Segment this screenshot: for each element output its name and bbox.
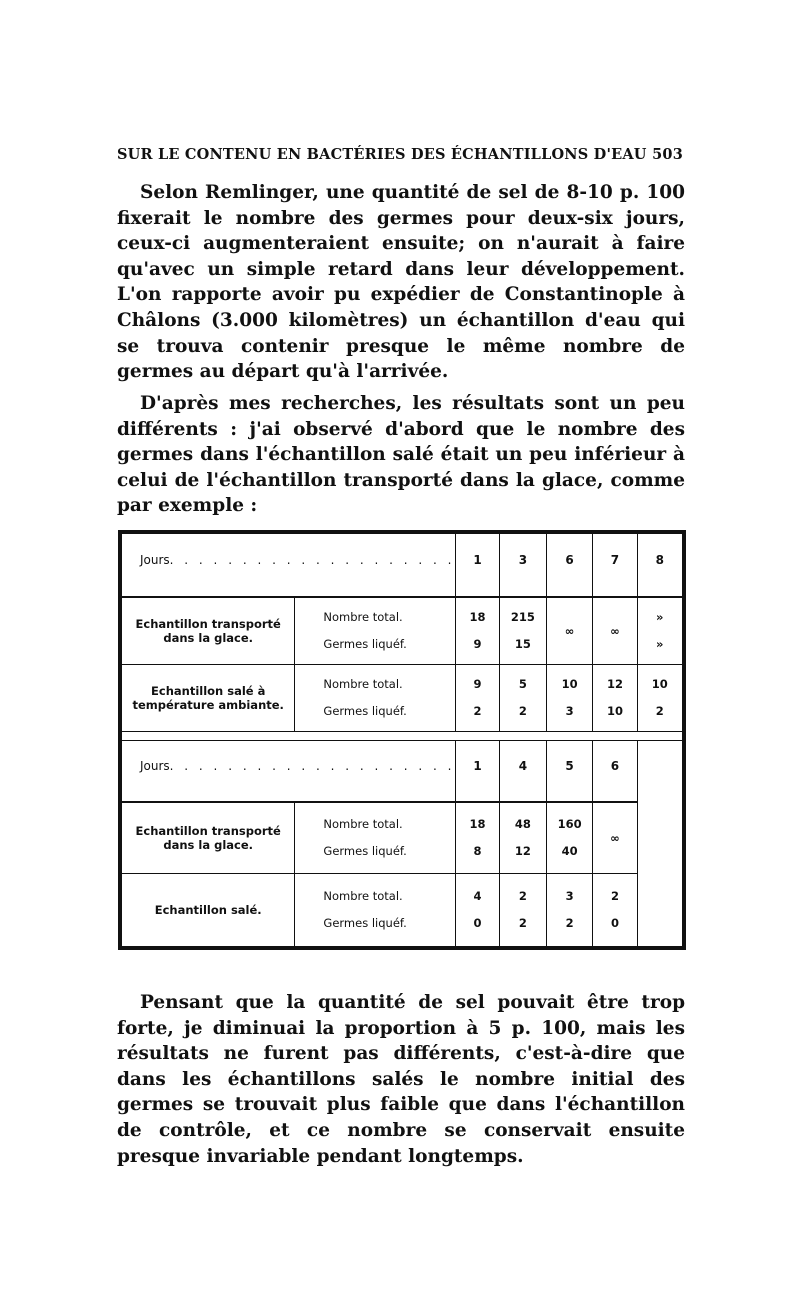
cell: 48 [514,817,531,831]
sub-nombre-total: Nombre total. [323,889,403,903]
cell: 2 [518,916,527,930]
row-label: Echantillon salé. [154,903,262,917]
cell: 2 [518,889,527,903]
cell: 10 [561,677,578,691]
table2-day-3: 5 [546,741,593,792]
cell: 40 [561,844,578,858]
cell-ditto: » [656,610,664,624]
cell: 2 [518,704,527,718]
cell: 2 [473,704,482,718]
table1-day-4: 7 [593,532,637,586]
cell: 18 [469,817,486,831]
cell: 10 [651,677,668,691]
cell: 2 [610,889,619,903]
cell-infinity: ∞ [593,802,637,874]
row-label-line1: Echantillon salé à [151,684,266,698]
sub-nombre-total: Nombre total. [323,610,403,624]
sub-germes-liquef: Germes liquéf. [323,916,407,930]
table1-day-2: 3 [500,532,547,586]
cell: 0 [473,916,482,930]
cell-ditto: » [656,637,664,651]
cell: 4 [473,889,482,903]
table1-day-5: 8 [637,532,684,586]
cell: 160 [557,817,582,831]
table2-row-glace [120,802,684,874]
cell: 5 [518,677,527,691]
cell: 15 [514,637,531,651]
sub-germes-liquef: Germes liquéf. [323,637,407,651]
table1-row-glace [120,597,684,665]
cell: 8 [473,844,482,858]
cell: 12 [606,677,623,691]
cell: 2 [655,704,664,718]
sub-nombre-total: Nombre total. [323,817,403,831]
table1-day-3: 6 [546,532,593,586]
cell: 3 [565,704,574,718]
cell: 12 [514,844,531,858]
row-label-line2: température ambiante. [132,698,284,712]
paragraph-pensant: Pensant que la quantité de sel pouvait être trop forte, je diminuai la proportion à 5 p. 100, mais les résultats ne furent pas différents, c'est-à-dire que dans les échantillons salés le nombre initial des germes se trouvait plus faible que dans l'échantillon de contrôle, et ce nombre se conservait ensuite presque invariable pendant longtemps. [117,992,685,1167]
running-head-title: SUR LE CONTENU EN BACTÉRIES DES ÉCHANTILLONS D'EAU [117,146,647,163]
table1-jours-label: Jours [140,553,170,567]
cell: 2 [565,916,574,930]
cell-infinity: ∞ [593,597,637,665]
sub-germes-liquef: Germes liquéf. [323,844,407,858]
cell: 215 [510,610,535,624]
table2-row-sale [120,874,684,949]
row-label-line1: Echantillon transporté [135,617,281,631]
sub-nombre-total: Nombre total. [323,677,403,691]
sub-germes-liquef: Germes liquéf. [323,704,407,718]
table2-day-1: 1 [455,741,499,792]
cell: 10 [606,704,623,718]
results-table [118,530,686,950]
table2-day-2: 4 [500,741,547,792]
table1-row-sale [120,665,684,732]
paragraph-remlinger: Selon Remlinger, une quantité de sel de 8-10 p. 100 fixerait le nombre des germes pour deux-six jours, ceux-ci augmenteraient ensuite; on n'aurait à faire qu'avec un simple retard dans leur développement. L'on rapporte avoir pu expédier de Constantinople à Châlons (3.000 kilomètres) un échantillon d'eau qui se trouva contenir presque le même nombre de germes au départ qu'à l'arrivée. [117,182,685,383]
cell: 3 [565,889,574,903]
table1-day-1: 1 [455,532,499,586]
cell: 9 [473,677,482,691]
cell: 9 [473,637,482,651]
cell: 18 [469,610,486,624]
table-divider [120,732,684,741]
page-number: 503 [652,146,683,163]
table2-day-4: 6 [593,741,637,792]
table1-header-row: Jours. . . . . . . . . . . . . . . . . . . . 1 3 6 7 8 [120,532,684,586]
cell-infinity: ∞ [546,597,593,665]
table2-jours-label: Jours [140,759,170,773]
cell: 0 [610,916,619,930]
running-head [117,146,683,163]
paragraph-recherches: D'après mes recherches, les résultats sont un peu différents : j'ai observé d'abord que le nombre des germes dans l'échantillon salé était un peu inférieur à celui de l'échantillon transporté dans la glace, comme par exemple : [117,393,685,517]
row-label-line2: dans la glace. [163,631,254,645]
row-label-line2: dans la glace. [163,838,254,852]
row-label-line1: Echantillon transporté [135,824,281,838]
table2-header-row: Jours. . . . . . . . . . . . . . . . . . . . 1 4 5 6 [120,741,684,792]
